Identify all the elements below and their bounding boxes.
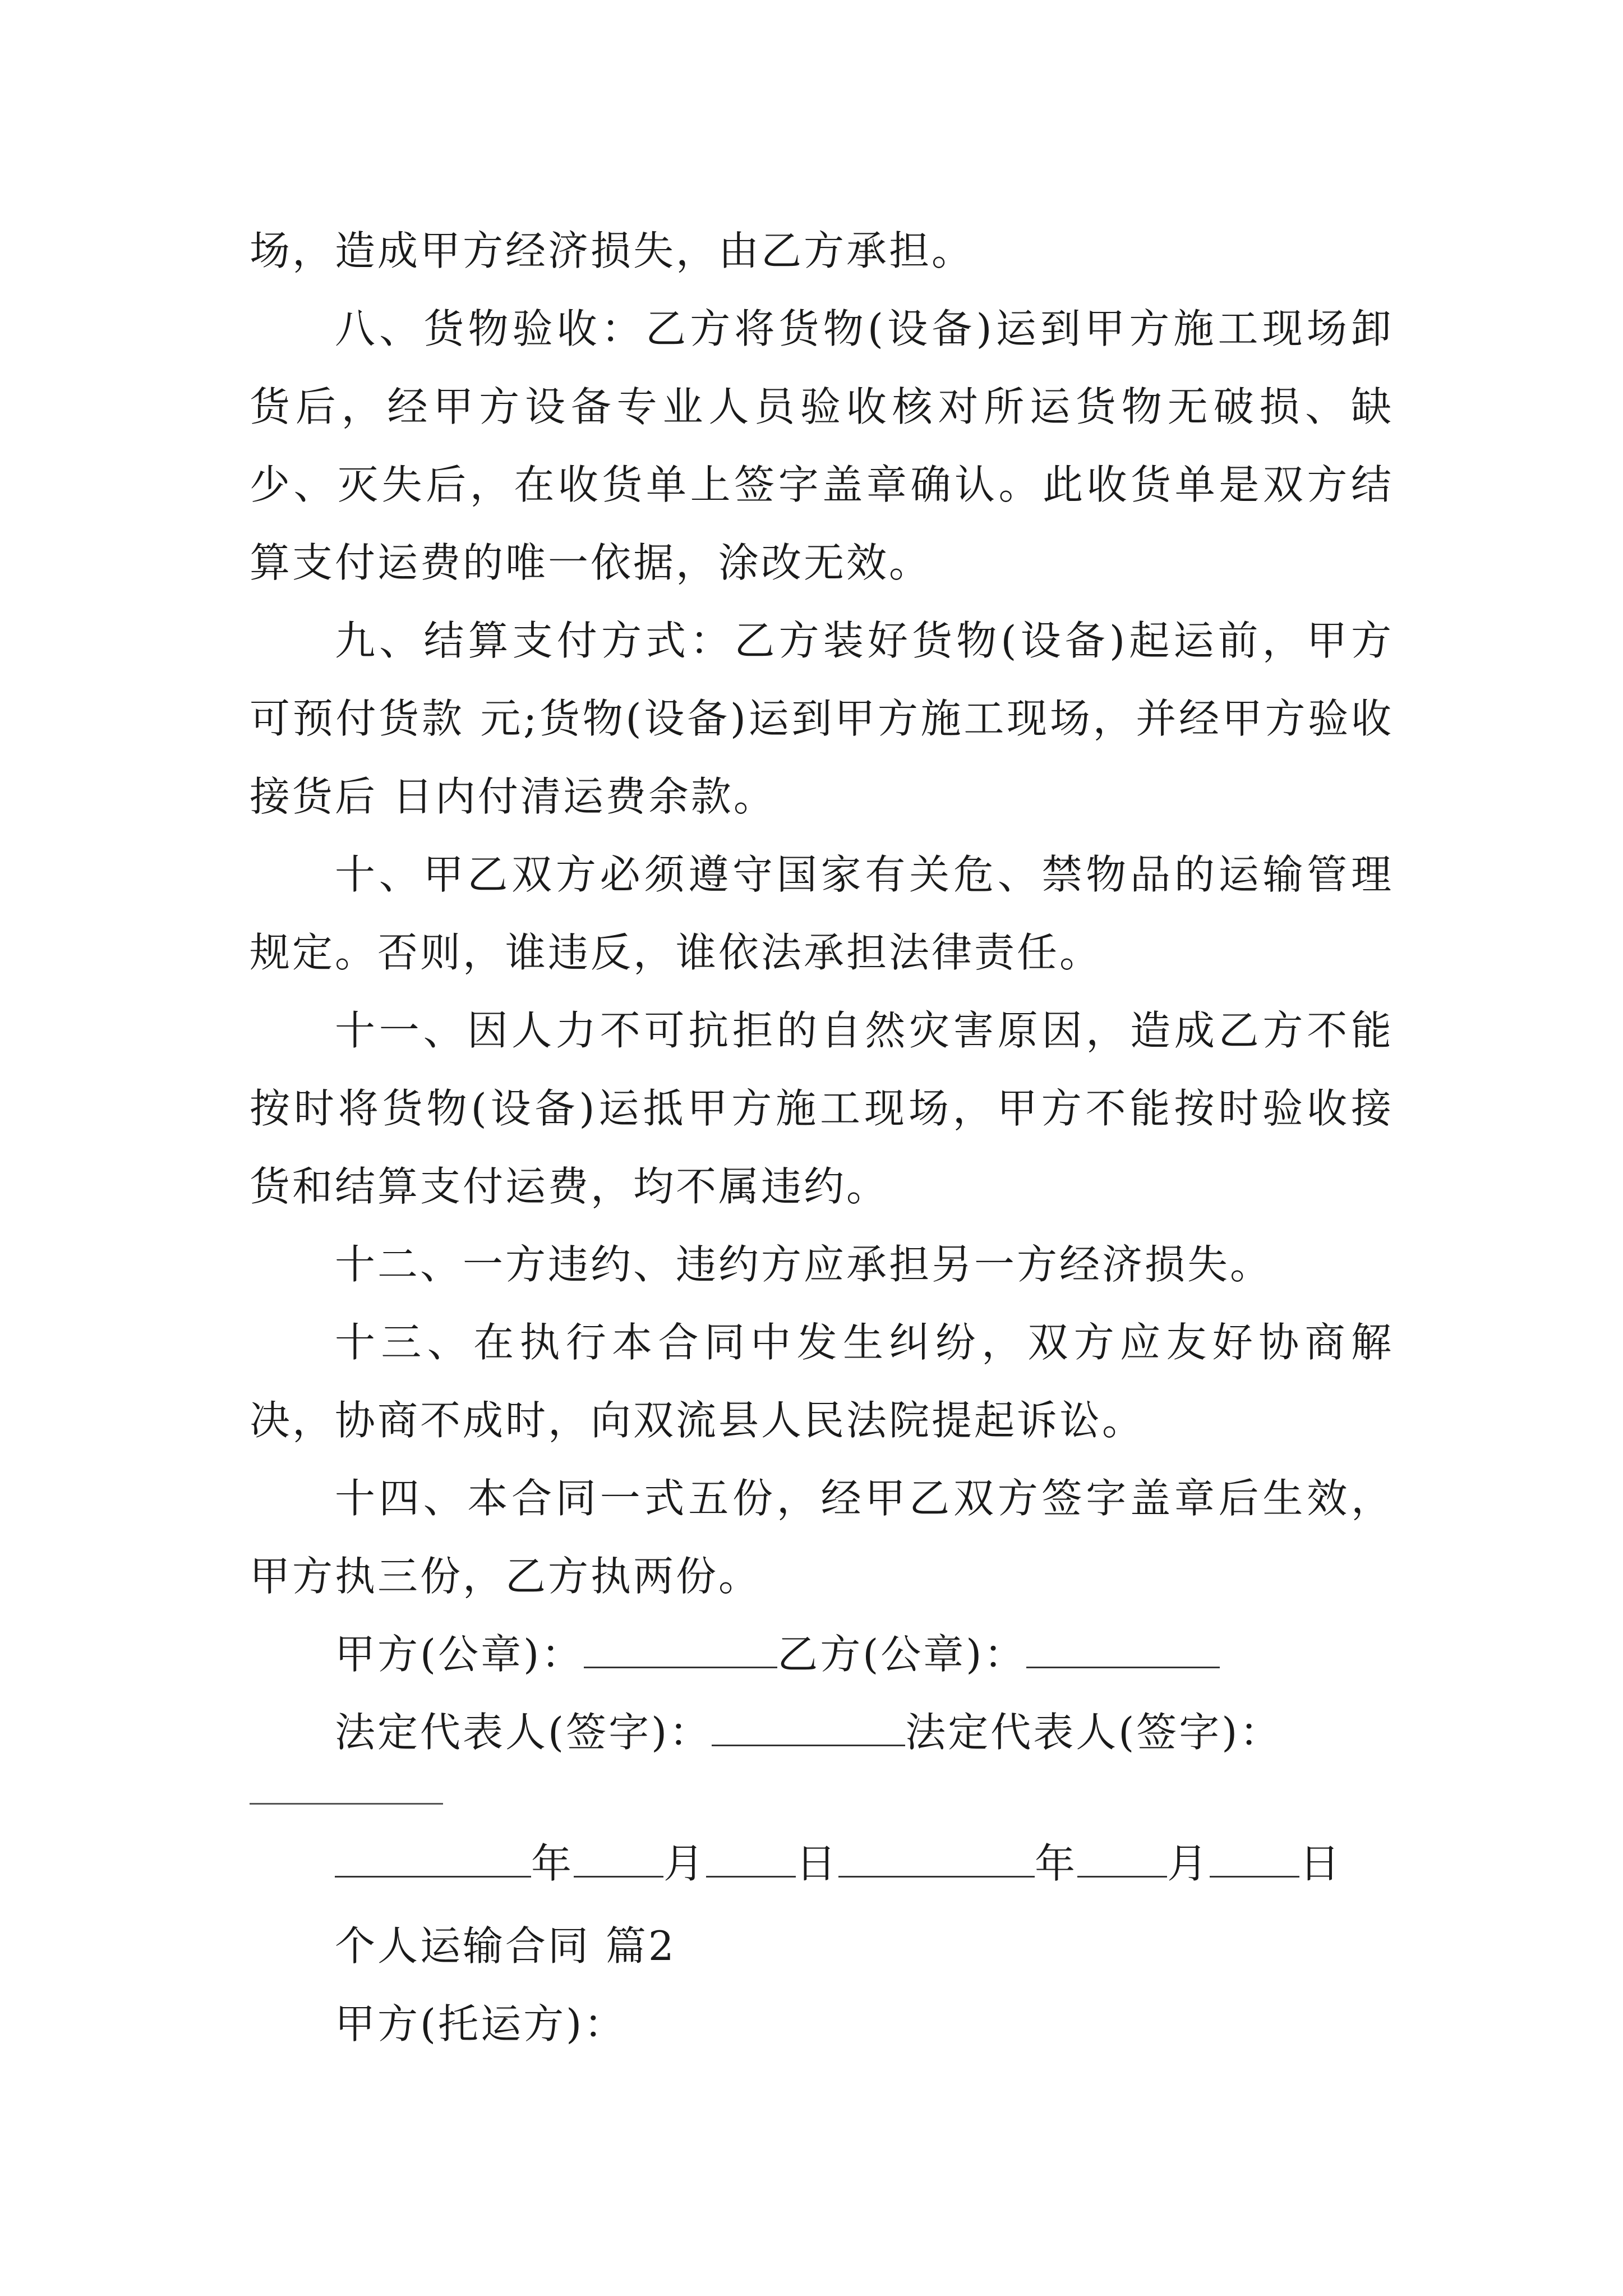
day-b-label: 日 xyxy=(1299,1840,1343,1887)
section-title: 个人运输合同 篇2 xyxy=(335,1922,676,1970)
year-b-label: 年 xyxy=(1035,1840,1078,1887)
legal-rep-a-blank xyxy=(712,1711,905,1746)
date-line xyxy=(335,1825,1342,1903)
contract-body xyxy=(250,212,1394,1772)
month-a-blank xyxy=(574,1842,663,1878)
legal-rep-a-label: 法定代表人(签字)： xyxy=(335,1709,712,1756)
paragraph-clause-14: 十四、本合同一式五份，经甲乙双方签字盖章后生效，甲方执三份，乙方执两份。 xyxy=(250,1475,1394,1600)
party-a-shipper-label: 甲方(托运方)： xyxy=(335,2000,627,2047)
paragraph-clause-12: 十二、一方违约、违约方应承担另一方经济损失。 xyxy=(335,1241,1273,1288)
legal-rep-line xyxy=(250,1694,1394,1772)
month-b-label: 月 xyxy=(1167,1840,1210,1887)
day-a-blank xyxy=(706,1842,796,1878)
year-b-blank xyxy=(838,1842,1035,1878)
seal-line xyxy=(250,1616,1394,1694)
day-b-blank xyxy=(1210,1842,1299,1878)
month-b-blank xyxy=(1077,1842,1167,1878)
next-section xyxy=(335,1907,676,2063)
party-b-seal-blank xyxy=(1026,1633,1220,1668)
party-a-seal-blank xyxy=(584,1633,777,1668)
paragraph-continuation: 场，造成甲方经济损失，由乙方承担。 xyxy=(250,227,975,274)
paragraph-clause-10: 十、甲乙双方必须遵守国家有关危、禁物品的运输管理规定。否则，谁违反，谁依法承担法律责任。 xyxy=(250,851,1394,976)
paragraph-clause-11: 十一、因人力不可抗拒的自然灾害原因，造成乙方不能按时将货物(设备)运抵甲方施工现场，甲方不能按时验收接货和结算支付运费，均不属违约。 xyxy=(250,1007,1394,1210)
legal-rep-b-label: 法定代表人(签字)： xyxy=(905,1709,1283,1756)
day-a-label: 日 xyxy=(796,1840,839,1887)
paragraph-clause-8: 八、货物验收：乙方将货物(设备)运到甲方施工现场卸货后，经甲方设备专业人员验收核对所运货物无破损、缺少、灭失后，在收货单上签字盖章确认。此收货单是双方结算支付运费的唯一依据，涂改无效。 xyxy=(250,305,1394,586)
paragraph-clause-9: 九、结算支付方式：乙方装好货物(设备)起运前，甲方可预付货款 元;货物(设备)运到甲方施工现场，并经甲方验收接货后 日内付清运费余款。 xyxy=(250,617,1394,820)
year-a-label: 年 xyxy=(531,1840,574,1887)
paragraph-clause-13: 十三、在执行本合同中发生纠纷，双方应友好协商解决，协商不成时，向双流县人民法院提起诉讼。 xyxy=(250,1319,1394,1444)
party-b-seal-label: 乙方(公章)： xyxy=(777,1631,1027,1678)
party-a-seal-label: 甲方(公章)： xyxy=(335,1631,584,1678)
year-a-blank xyxy=(335,1842,531,1878)
legal-rep-b-blank xyxy=(250,1803,443,1805)
month-a-label: 月 xyxy=(663,1840,707,1887)
